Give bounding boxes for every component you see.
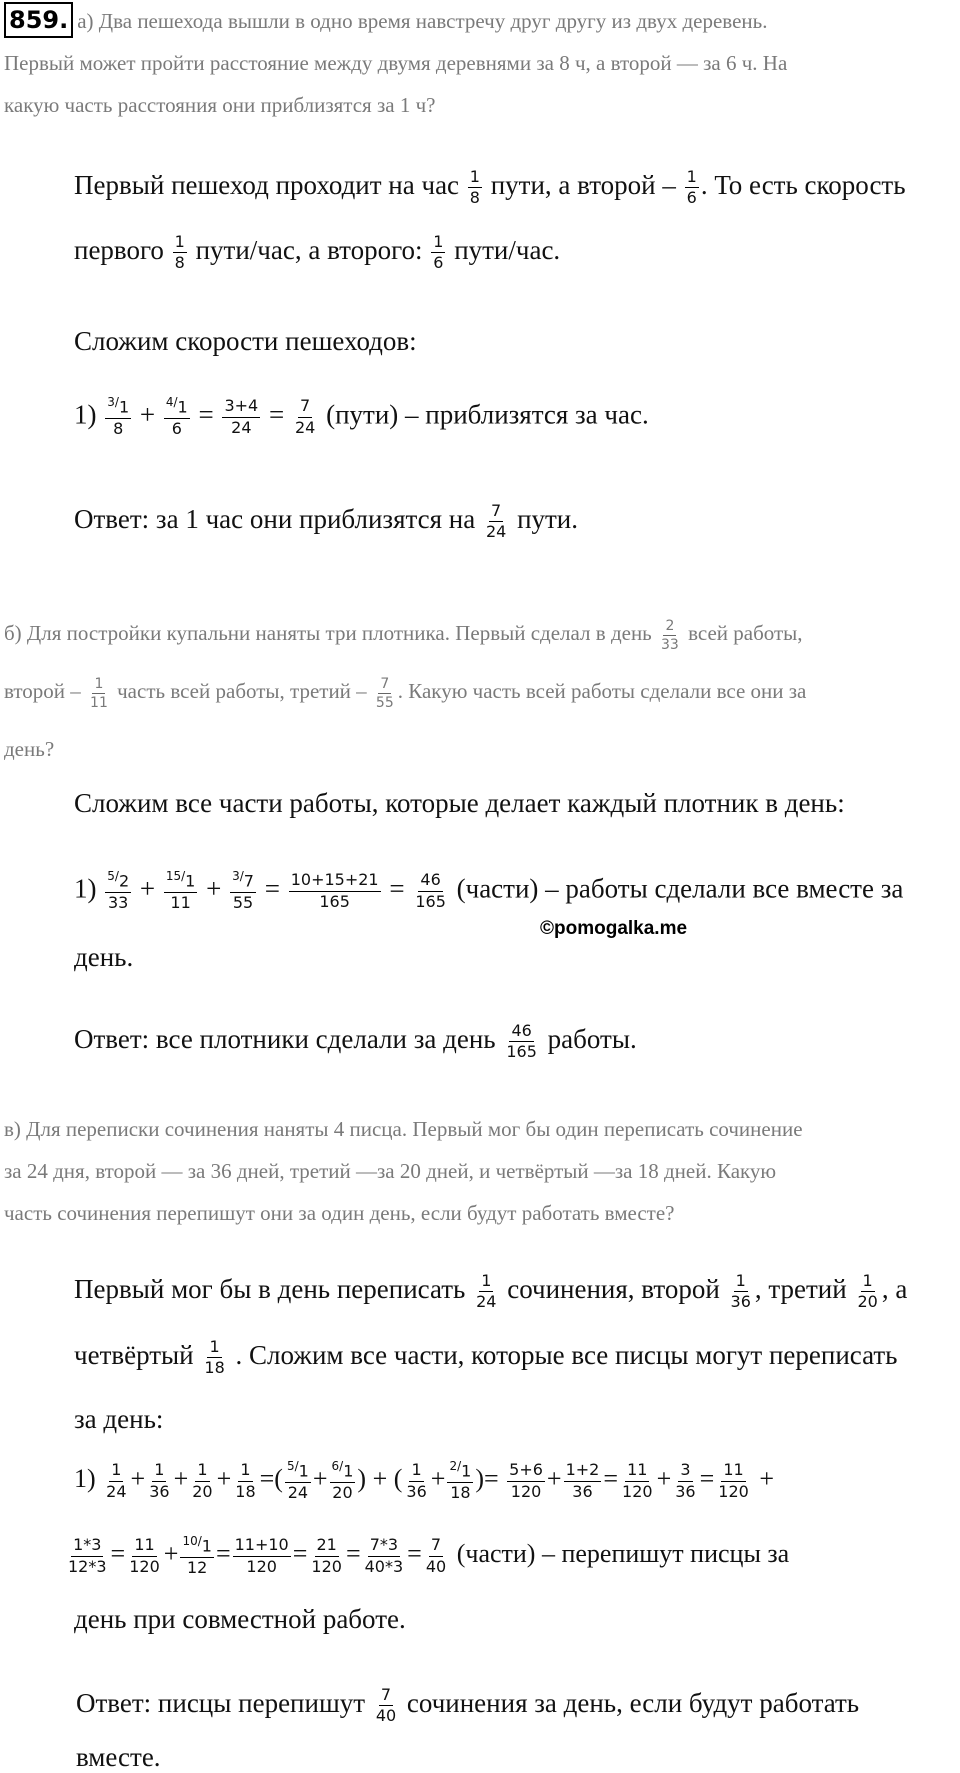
answer-v-line-2: вместе. xyxy=(76,1742,161,1772)
fraction: $\frac{5+6}{120}$ xyxy=(509,1460,543,1501)
fraction: $\frac{1}{36}$ xyxy=(149,1460,170,1501)
fraction-multiplier: 3/ xyxy=(107,395,119,409)
solution-v-line-3: за день: xyxy=(74,1404,164,1434)
fraction: $\frac{1}{6}$ xyxy=(433,232,444,273)
solution-b-line-1: Сложим все части работы, которые делает каждый плотник в день: xyxy=(74,788,845,818)
fraction: $\frac{^{5/}1}{24}$ xyxy=(286,1459,309,1502)
fraction: $\frac{46}{165}$ xyxy=(506,1021,537,1062)
problem-b-text: б) Для постройки купальни наняты три плотника. Первый сделал в день $\frac{2}{33}$ всей работы, второй – $\frac{1}{11}$ часть всей работы, третий – $\frac{7}{55}$ . Какую часть всей работы сделали все они за день? xyxy=(4,617,807,761)
solution-a-equation: 1) $\frac{^{3/}1}{8}$ + $\frac{^{4/}1}{6}$ = $\frac{3+4}{24}$ = $\frac{7}{24}$ (пути) – приблизятся за час. xyxy=(74,395,649,438)
fraction: $\frac{2}{33}$ xyxy=(661,617,679,653)
problem-v-text: в) Для переписки сочинения наняты 4 писца. Первый мог бы один переписать сочинение за 24 дня, второй — за 36 дней, третий —за 20 дней, и четвёртый —за 18 дней. Какую часть сочинения перепишут они за один день, если будут работать вместе? xyxy=(4,1117,803,1225)
solution-v-equation-1: 1) $\frac{1}{24}$ + $\frac{1}{36}$ + $\frac{1}{20}$ + $\frac{1}{18}$ =( $\frac{^{5/}1}{24}$ + $\frac{^{6/}1}{20}$ ) + ( $\frac{1}{36}$ + $\frac{^{2/}1}{18}$ )= $\frac{5+6}{120}$ + $\frac{1+2}{36}$ = $\frac{11}{120}$ + $\frac{3}{36}$ = $\frac{11}{120}$ + xyxy=(74,1459,774,1502)
fraction: $\frac{1}{6}$ xyxy=(686,167,697,208)
fraction: $\frac{1}{18}$ xyxy=(204,1337,225,1378)
fraction: $\frac{^{2/}1}{18}$ xyxy=(449,1459,472,1502)
watermark: ©pomogalka.me xyxy=(540,918,688,939)
fraction: $\frac{21}{120}$ xyxy=(311,1535,342,1576)
fraction: $\frac{10+15+21}{165}$ xyxy=(290,870,379,911)
fraction: $\frac{11+10}{120}$ xyxy=(234,1535,289,1576)
answer-v: Ответ: писцы перепишут $\frac{7}{40}$ сочинения за день, если будут работать xyxy=(76,1685,860,1726)
problem-a-line: Первый может пройти расстояние между двумя деревнями за 8 ч, а второй — за 6 ч. На xyxy=(4,51,788,75)
problem-number: 859. xyxy=(4,2,73,38)
fraction-multiplier: 5/ xyxy=(107,869,119,883)
solution-a-line-3: Сложим скорости пешеходов: xyxy=(74,326,417,356)
fraction: $\frac{^{10/}1}{12}$ xyxy=(182,1534,212,1577)
fraction: $\frac{1}{11}$ xyxy=(90,675,108,711)
fraction: $\frac{1}{8}$ xyxy=(174,232,185,273)
fraction: $\frac{1*3}{12*3}$ xyxy=(68,1535,107,1576)
fraction-multiplier: 10/ xyxy=(182,1534,202,1548)
solution-v-line-6: день при совместной работе. xyxy=(74,1604,406,1634)
fraction-multiplier: 2/ xyxy=(449,1459,462,1473)
fraction: $\frac{7}{24}$ xyxy=(485,501,507,542)
problem-a-line: какую часть расстояния они приблизятся за 1 ч? xyxy=(4,93,436,117)
fraction: $\frac{^{4/}1}{6}$ xyxy=(165,395,188,438)
fraction: $\frac{46}{165}$ xyxy=(415,870,446,911)
answer-a: Ответ: за 1 час они приблизятся на $\frac{7}{24}$ пути. xyxy=(74,501,579,542)
fraction: $\frac{^{6/}1}{20}$ xyxy=(331,1459,354,1502)
fraction: $\frac{^{3/}1}{8}$ xyxy=(107,395,130,438)
fraction: $\frac{11}{120}$ xyxy=(622,1460,653,1501)
fraction: $\frac{3}{36}$ xyxy=(675,1460,696,1501)
fraction: $\frac{7}{40}$ xyxy=(425,1535,447,1576)
fraction: $\frac{7}{40}$ xyxy=(375,1685,397,1726)
fraction: $\frac{1}{20}$ xyxy=(857,1271,878,1312)
fraction-multiplier: 15/ xyxy=(165,869,186,883)
solution-b-equation: 1) $\frac{^{5/}2}{33}$ + $\frac{^{15/}1}{11}$ + $\frac{^{3/}7}{55}$ = $\frac{10+15+21}{165}$ = $\frac{46}{165}$ (части) – работы сделали все вместе за xyxy=(74,869,904,912)
fraction: $\frac{11}{120}$ xyxy=(129,1535,160,1576)
fraction: $\frac{1}{20}$ xyxy=(192,1460,213,1501)
fraction: $\frac{7*3}{40*3}$ xyxy=(364,1535,404,1576)
solution-b-line-3: день. xyxy=(74,942,134,972)
solution-v-line-2: четвёртый $\frac{1}{18}$ . Сложим все части, которые все писцы могут переписать xyxy=(74,1337,898,1378)
fraction: $\frac{3+4}{24}$ xyxy=(224,396,259,437)
fraction: $\frac{^{15/}1}{11}$ xyxy=(165,869,196,912)
problem-a-text xyxy=(4,0,952,126)
fraction: $\frac{1}{8}$ xyxy=(469,167,480,208)
fraction: $\frac{7}{55}$ xyxy=(375,675,394,711)
fraction-multiplier: 6/ xyxy=(331,1459,344,1473)
fraction: $\frac{^{3/}7}{55}$ xyxy=(232,869,254,912)
fraction-multiplier: 4/ xyxy=(165,395,178,409)
solution-a-line-2: первого $\frac{1}{8}$ пути/час, а второго: $\frac{1}{6}$ пути/час. xyxy=(74,232,561,273)
problem-a-line: а) Два пешехода вышли в одно время навстречу друг другу из двух деревень. xyxy=(77,9,768,33)
fraction: $\frac{1}{36}$ xyxy=(406,1460,427,1501)
answer-b: Ответ: все плотники сделали за день $\frac{46}{165}$ работы. xyxy=(74,1021,637,1062)
fraction: $\frac{1+2}{36}$ xyxy=(565,1460,600,1501)
fraction-multiplier: 5/ xyxy=(286,1459,299,1473)
fraction: $\frac{1}{24}$ xyxy=(476,1271,497,1312)
fraction: $\frac{7}{24}$ xyxy=(294,396,316,437)
solution-v-line-1: Первый мог бы в день переписать $\frac{1}{24}$ сочинения, второй $\frac{1}{36}$ , третий $\frac{1}{20}$ , а xyxy=(74,1271,908,1312)
fraction: $\frac{11}{120}$ xyxy=(718,1460,749,1501)
fraction: $\frac{1}{24}$ xyxy=(106,1460,127,1501)
fraction-multiplier: 3/ xyxy=(232,869,244,883)
solution-v-equation-2: $\frac{1*3}{12*3}$ = $\frac{11}{120}$ + $\frac{^{10/}1}{12}$ = $\frac{11+10}{120}$ = $\frac{21}{120}$ = $\frac{7*3}{40*3}$ = $\frac{7}{40}$ (части) – перепишут писцы за xyxy=(68,1534,790,1577)
solution-a-line-1: Первый пешеход проходит на час $\frac{1}{8}$ пути, а второй – $\frac{1}{6}$ . То есть скорость xyxy=(74,167,906,208)
fraction: $\frac{1}{18}$ xyxy=(235,1460,256,1501)
fraction: $\frac{^{5/}2}{33}$ xyxy=(107,869,130,912)
fraction: $\frac{1}{36}$ xyxy=(730,1271,751,1312)
